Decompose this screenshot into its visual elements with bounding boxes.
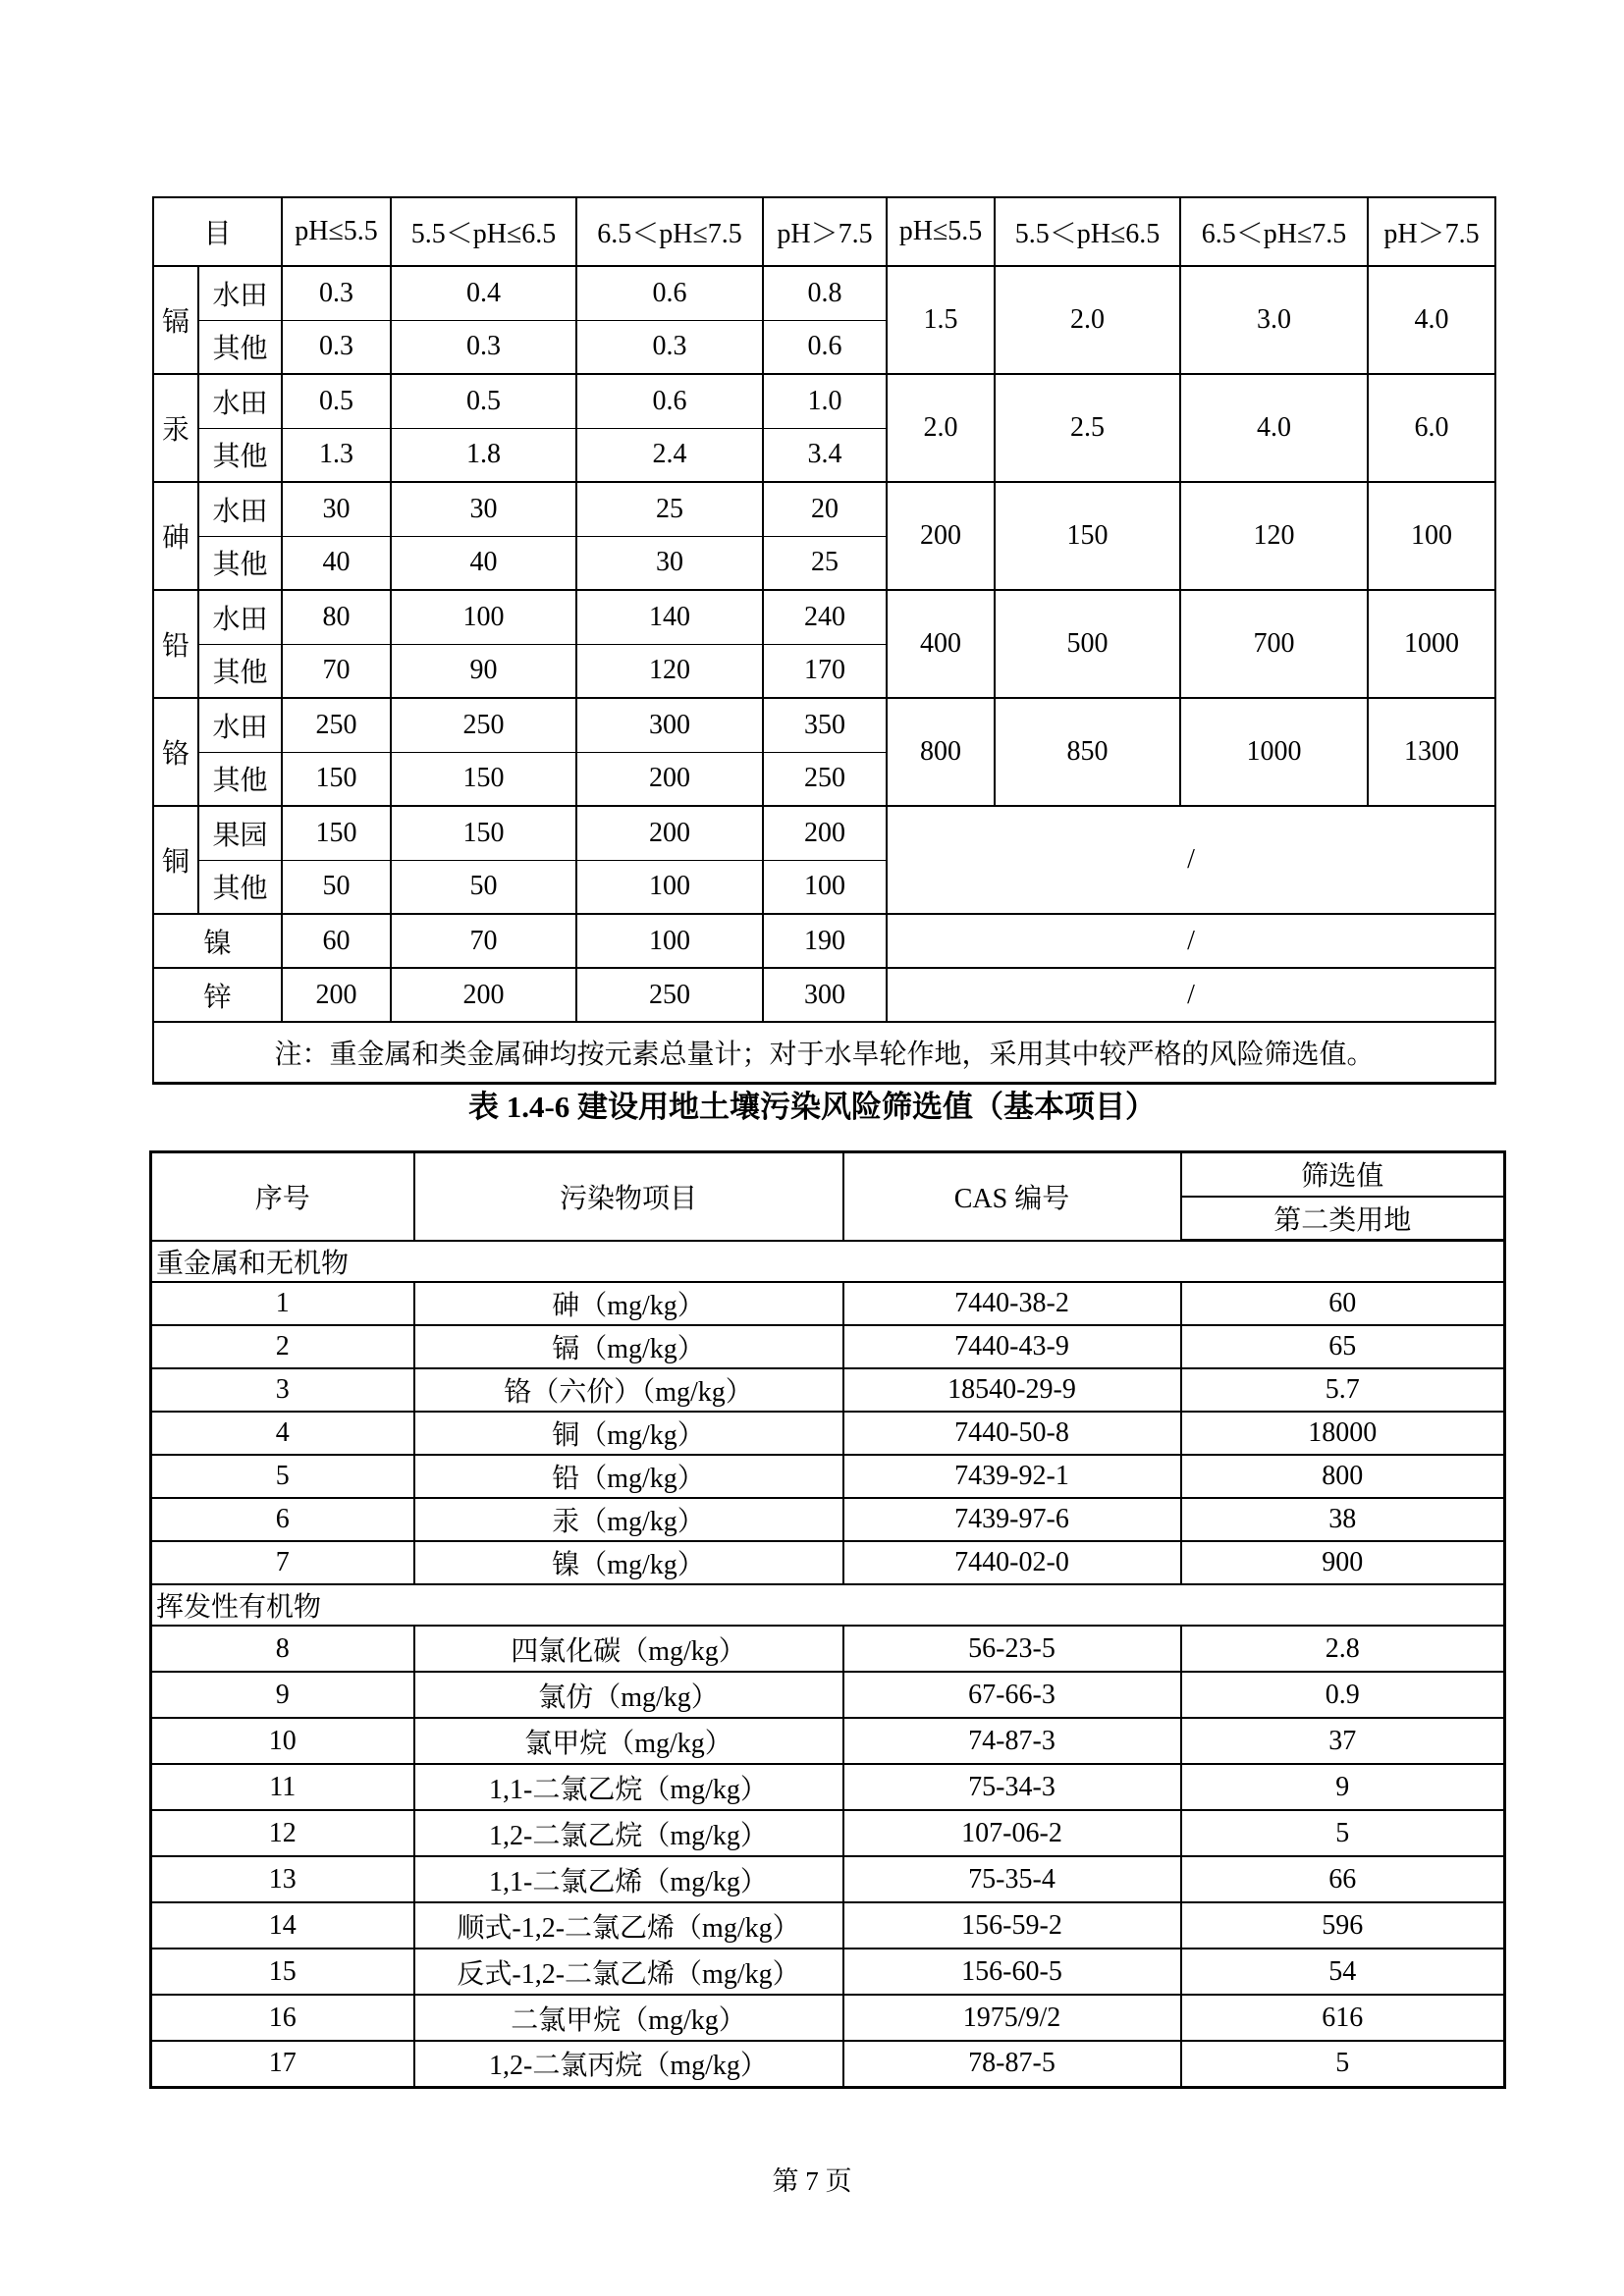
value-cell: 90 [391, 644, 576, 698]
cas-number: 7440-43-9 [843, 1325, 1181, 1368]
value-cell: 30 [576, 536, 763, 590]
row-number: 2 [151, 1325, 414, 1368]
value-cell: 250 [391, 698, 576, 752]
ph-header-cell: pH＞7.5 [763, 197, 887, 266]
ph-header-cell: pH≤5.5 [887, 197, 995, 266]
cas-number: 78-87-5 [843, 2041, 1181, 2087]
table-row [151, 1455, 1505, 1498]
value-cell: 80 [282, 590, 391, 644]
table-row [151, 1856, 1505, 1902]
screening-value: 0.9 [1181, 1672, 1505, 1718]
pollutant-name: 铅（mg/kg） [414, 1455, 843, 1498]
value-cell: 0.4 [391, 266, 576, 320]
cas-number: 75-34-3 [843, 1764, 1181, 1810]
cas-number: 1975/9/2 [843, 1995, 1181, 2041]
merged-value-cell: 4.0 [1180, 374, 1368, 482]
element-cell: 锌 [153, 968, 282, 1022]
row-number: 5 [151, 1455, 414, 1498]
table-row [151, 1325, 1505, 1368]
screening-value: 2.8 [1181, 1626, 1505, 1672]
row-number: 4 [151, 1412, 414, 1455]
merged-value-cell: 700 [1180, 590, 1368, 698]
pollutant-name: 汞（mg/kg） [414, 1498, 843, 1541]
value-cell: 50 [282, 860, 391, 914]
merged-value-cell: 1300 [1368, 698, 1495, 806]
cas-number: 7440-50-8 [843, 1412, 1181, 1455]
slash-cell: / [887, 806, 1495, 914]
merged-value-cell: 2.0 [995, 266, 1180, 374]
ph-header-cell: 5.5＜pH≤6.5 [995, 197, 1180, 266]
value-cell: 30 [282, 482, 391, 536]
row-number: 10 [151, 1718, 414, 1764]
land-type-cell: 水田 [198, 482, 282, 536]
table-row [151, 1949, 1505, 1995]
cas-number: 107-06-2 [843, 1810, 1181, 1856]
value-cell: 0.6 [576, 266, 763, 320]
value-cell: 0.3 [391, 320, 576, 374]
value-cell: 240 [763, 590, 887, 644]
merged-value-cell: 400 [887, 590, 995, 698]
screening-value: 800 [1181, 1455, 1505, 1498]
table-row [151, 1995, 1505, 2041]
table-row [151, 1282, 1505, 1325]
value-cell: 350 [763, 698, 887, 752]
table-row [151, 1672, 1505, 1718]
value-cell: 170 [763, 644, 887, 698]
row-number: 14 [151, 1902, 414, 1949]
table-row [151, 1541, 1505, 1584]
value-cell: 100 [391, 590, 576, 644]
merged-value-cell: 150 [995, 482, 1180, 590]
pollutant-name: 砷（mg/kg） [414, 1282, 843, 1325]
cas-number: 74-87-3 [843, 1718, 1181, 1764]
land-class-header-cell: 第二类用地 [1181, 1197, 1505, 1241]
merged-value-cell: 2.0 [887, 374, 995, 482]
cas-number: 56-23-5 [843, 1626, 1181, 1672]
section-label: 重金属和无机物 [151, 1241, 1505, 1283]
merged-value-cell: 4.0 [1368, 266, 1495, 374]
pollutant-name: 1,2-二氯丙烷（mg/kg） [414, 2041, 843, 2087]
value-cell: 190 [763, 914, 887, 968]
screening-header-cell: 筛选值 [1181, 1152, 1505, 1197]
table-row [153, 968, 1495, 1022]
table-row [153, 698, 1495, 752]
land-type-cell: 水田 [198, 698, 282, 752]
value-cell: 150 [391, 806, 576, 860]
table-row [151, 1902, 1505, 1949]
land-type-cell: 水田 [198, 374, 282, 428]
merged-value-cell: 1.5 [887, 266, 995, 374]
table-row [151, 1626, 1505, 1672]
land-type-cell: 其他 [198, 860, 282, 914]
land-type-cell: 水田 [198, 590, 282, 644]
value-cell: 0.5 [282, 374, 391, 428]
ph-header-cell: 6.5＜pH≤7.5 [1180, 197, 1368, 266]
land-type-cell: 其他 [198, 536, 282, 590]
cas-number: 7439-92-1 [843, 1455, 1181, 1498]
merged-value-cell: 1000 [1368, 590, 1495, 698]
screening-value: 65 [1181, 1325, 1505, 1368]
table-row [151, 2041, 1505, 2087]
pollutant-name: 氯甲烷（mg/kg） [414, 1718, 843, 1764]
element-cell: 镍 [153, 914, 282, 968]
table-row [151, 1498, 1505, 1541]
pollutant-name: 镍（mg/kg） [414, 1541, 843, 1584]
table-note-row [153, 1022, 1495, 1083]
screening-value: 37 [1181, 1718, 1505, 1764]
land-type-cell: 果园 [198, 806, 282, 860]
value-cell: 70 [391, 914, 576, 968]
page-number: 第 7 页 [772, 2166, 852, 2196]
cas-number: 18540-29-9 [843, 1368, 1181, 1412]
screening-value: 5 [1181, 1810, 1505, 1856]
value-cell: 150 [391, 752, 576, 806]
value-cell: 3.4 [763, 428, 887, 482]
value-cell: 0.3 [282, 266, 391, 320]
land-type-cell: 其他 [198, 644, 282, 698]
land-type-cell: 其他 [198, 428, 282, 482]
row-number: 1 [151, 1282, 414, 1325]
merged-value-cell: 1000 [1180, 698, 1368, 806]
pollutant-name: 顺式-1,2-二氯乙烯（mg/kg） [414, 1902, 843, 1949]
section-row [151, 1584, 1505, 1626]
pollutant-name: 1,1-二氯乙烯（mg/kg） [414, 1856, 843, 1902]
value-cell: 250 [763, 752, 887, 806]
value-cell: 0.6 [763, 320, 887, 374]
value-cell: 200 [282, 968, 391, 1022]
value-cell: 200 [576, 806, 763, 860]
value-cell: 0.5 [391, 374, 576, 428]
agricultural-land-screening-table [152, 196, 1496, 1085]
pollutant-header-cell: 污染物项目 [414, 1152, 843, 1241]
pollutant-name: 四氯化碳（mg/kg） [414, 1626, 843, 1672]
element-cell: 铬 [153, 698, 198, 806]
value-cell: 300 [576, 698, 763, 752]
element-cell: 汞 [153, 374, 198, 482]
value-cell: 40 [391, 536, 576, 590]
table-row [153, 914, 1495, 968]
value-cell: 30 [391, 482, 576, 536]
pollutant-name: 镉（mg/kg） [414, 1325, 843, 1368]
value-cell: 1.3 [282, 428, 391, 482]
ph-header-cell: 6.5＜pH≤7.5 [576, 197, 763, 266]
land-type-cell: 其他 [198, 752, 282, 806]
table-row [151, 1412, 1505, 1455]
index-header-cell: 序号 [151, 1152, 414, 1241]
screening-value: 66 [1181, 1856, 1505, 1902]
pollutant-name: 二氯甲烷（mg/kg） [414, 1995, 843, 2041]
value-cell: 25 [576, 482, 763, 536]
screening-value: 596 [1181, 1902, 1505, 1949]
table-title: 表 1.4-6 建设用地土壤污染风险筛选值（基本项目） [467, 1090, 1157, 1124]
table-row [151, 1718, 1505, 1764]
table-row [151, 1764, 1505, 1810]
screening-value: 616 [1181, 1995, 1505, 2041]
row-number: 9 [151, 1672, 414, 1718]
table-row [153, 590, 1495, 644]
item-header-cell: 目 [153, 197, 282, 266]
merged-value-cell: 2.5 [995, 374, 1180, 482]
element-cell: 铜 [153, 806, 198, 914]
value-cell: 1.0 [763, 374, 887, 428]
screening-value: 9 [1181, 1764, 1505, 1810]
merged-value-cell: 3.0 [1180, 266, 1368, 374]
value-cell: 50 [391, 860, 576, 914]
row-number: 17 [151, 2041, 414, 2087]
ph-header-cell: pH＞7.5 [1368, 197, 1495, 266]
screening-value: 5 [1181, 2041, 1505, 2087]
slash-cell: / [887, 968, 1495, 1022]
section-label: 挥发性有机物 [151, 1584, 1505, 1626]
value-cell: 70 [282, 644, 391, 698]
cas-number: 7439-97-6 [843, 1498, 1181, 1541]
value-cell: 150 [282, 752, 391, 806]
value-cell: 200 [763, 806, 887, 860]
table-row [153, 806, 1495, 860]
row-number: 13 [151, 1856, 414, 1902]
land-type-cell: 水田 [198, 266, 282, 320]
cas-number: 67-66-3 [843, 1672, 1181, 1718]
value-cell: 120 [576, 644, 763, 698]
cas-header-cell: CAS 编号 [843, 1152, 1181, 1241]
table-header-row [153, 197, 1495, 266]
pollutant-name: 1,2-二氯乙烷（mg/kg） [414, 1810, 843, 1856]
cas-number: 75-35-4 [843, 1856, 1181, 1902]
element-cell: 铅 [153, 590, 198, 698]
value-cell: 300 [763, 968, 887, 1022]
screening-value: 54 [1181, 1949, 1505, 1995]
merged-value-cell: 200 [887, 482, 995, 590]
row-number: 3 [151, 1368, 414, 1412]
table-row [153, 266, 1495, 320]
cas-number: 156-59-2 [843, 1902, 1181, 1949]
element-cell: 镉 [153, 266, 198, 374]
value-cell: 40 [282, 536, 391, 590]
section-row [151, 1241, 1505, 1283]
screening-value: 38 [1181, 1498, 1505, 1541]
value-cell: 100 [763, 860, 887, 914]
value-cell: 250 [282, 698, 391, 752]
merged-value-cell: 800 [887, 698, 995, 806]
merged-value-cell: 120 [1180, 482, 1368, 590]
row-number: 8 [151, 1626, 414, 1672]
cas-number: 7440-38-2 [843, 1282, 1181, 1325]
row-number: 12 [151, 1810, 414, 1856]
value-cell: 140 [576, 590, 763, 644]
value-cell: 0.8 [763, 266, 887, 320]
screening-value: 5.7 [1181, 1368, 1505, 1412]
table-row [153, 374, 1495, 428]
slash-cell: / [887, 914, 1495, 968]
cas-number: 156-60-5 [843, 1949, 1181, 1995]
table-row [153, 482, 1495, 536]
value-cell: 25 [763, 536, 887, 590]
row-number: 11 [151, 1764, 414, 1810]
screening-value: 18000 [1181, 1412, 1505, 1455]
value-cell: 60 [282, 914, 391, 968]
table-note: 注：重金属和类金属砷均按元素总量计；对于水旱轮作地，采用其中较严格的风险筛选值。 [153, 1022, 1495, 1083]
value-cell: 0.3 [282, 320, 391, 374]
value-cell: 200 [391, 968, 576, 1022]
land-type-cell: 其他 [198, 320, 282, 374]
merged-value-cell: 100 [1368, 482, 1495, 590]
value-cell: 200 [576, 752, 763, 806]
construction-land-screening-table [149, 1150, 1506, 2089]
value-cell: 250 [576, 968, 763, 1022]
table-row [151, 1368, 1505, 1412]
pollutant-name: 反式-1,2-二氯乙烯（mg/kg） [414, 1949, 843, 1995]
value-cell: 2.4 [576, 428, 763, 482]
merged-value-cell: 500 [995, 590, 1180, 698]
table-header-row [151, 1152, 1505, 1197]
pollutant-name: 氯仿（mg/kg） [414, 1672, 843, 1718]
table-row [151, 1810, 1505, 1856]
pollutant-name: 1,1-二氯乙烷（mg/kg） [414, 1764, 843, 1810]
screening-value: 900 [1181, 1541, 1505, 1584]
value-cell: 0.6 [576, 374, 763, 428]
element-cell: 砷 [153, 482, 198, 590]
value-cell: 20 [763, 482, 887, 536]
row-number: 15 [151, 1949, 414, 1995]
merged-value-cell: 850 [995, 698, 1180, 806]
value-cell: 0.3 [576, 320, 763, 374]
row-number: 16 [151, 1995, 414, 2041]
row-number: 7 [151, 1541, 414, 1584]
screening-value: 60 [1181, 1282, 1505, 1325]
row-number: 6 [151, 1498, 414, 1541]
pollutant-name: 铬（六价）（mg/kg） [414, 1368, 843, 1412]
ph-header-cell: 5.5＜pH≤6.5 [391, 197, 576, 266]
value-cell: 100 [576, 860, 763, 914]
value-cell: 1.8 [391, 428, 576, 482]
ph-header-cell: pH≤5.5 [282, 197, 391, 266]
merged-value-cell: 6.0 [1368, 374, 1495, 482]
value-cell: 150 [282, 806, 391, 860]
cas-number: 7440-02-0 [843, 1541, 1181, 1584]
value-cell: 100 [576, 914, 763, 968]
pollutant-name: 铜（mg/kg） [414, 1412, 843, 1455]
